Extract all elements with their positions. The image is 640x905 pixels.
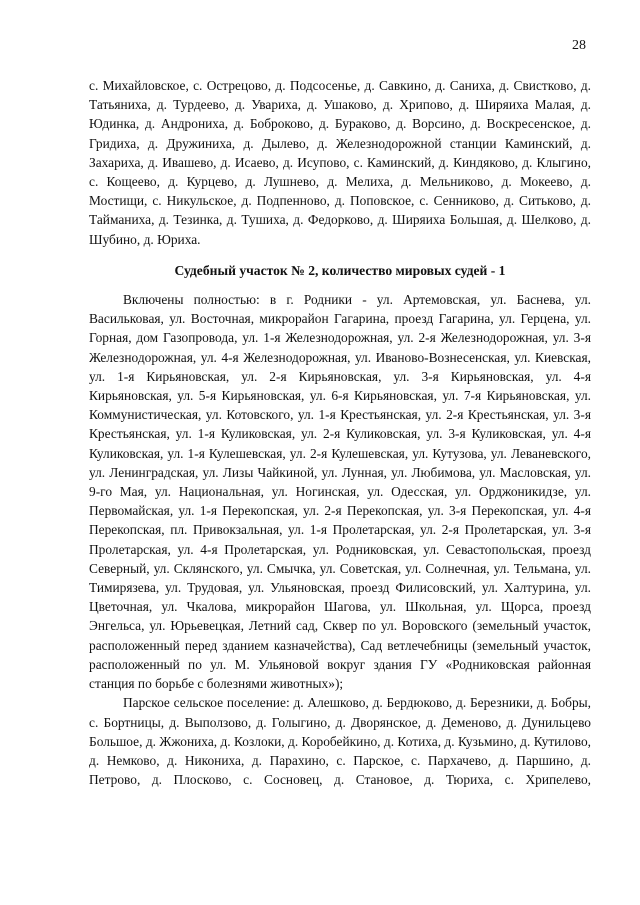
section-heading: Судебный участок № 2, количество мировых судей - 1 bbox=[174, 262, 506, 278]
paragraph-street-list: Включены полностью: в г. Родники - ул. Артемовская, ул. Баснева, ул. Васильковая, ул. Восточная, микрорайон Гагарина, проезд Гагарина, ул. Герцена, ул. Горная, дом Газопровода, ул. 1-я Железнодорожная, ул. 2-я Железнодорожная, ул. 3-я Железнодорожная, ул. 4-я Железнодорожная, ул. Иваново-Вознесенская, ул. Киевская, ул. 1-я Кирьяновская, ул. 2-я Кирьяновская, ул. 3-я Кирьяновская, ул. 4-я Кирьяновская, ул. 5-я Кирьяновская, ул. 6-я Кирьяновская, ул. 7-я Кирьяновская, ул. Коммунистическая, ул. Котовского, ул. 1-я Крестьянская, ул. 2-я Крестьянская, ул. 3-я Крестьянская, ул. 1-я Куликовская, ул. 2-я Куликовская, ул. 3-я Куликовская, ул. 4-я Куликовская, ул. 1-я Кулешевская, ул. 2-я Кулешевская, ул. Кутузова, ул. Леваневского, ул. Ленинградская, ул. Лизы Чайкиной, ул. Лунная, ул. Любимова, ул. Масловская, ул. 9-го Мая, ул. Национальная, ул. Ногинская, ул. Одесская, ул. Орджоникидзе, ул. Первомайская, ул. 1-я Перекопская, ул. 2-я Перекопская, ул. 3-я Перекопская, ул. 4-я Перекопская, пл. Привокзальная, ул. 1-я Пролетарская, ул. 2-я Пролетарская, ул. 3-я Пролетарская, ул. 4-я Пролетарская, ул. Родниковская, ул. Севастопольская, проезд Северный, ул. Склянского, ул. Смычка, ул. Советская, ул. Солнечная, ул. Тельмана, ул. Тимирязева, ул. Трудовая, ул. Ульяновская, проезд Филисовский, ул. Халтурина, ул. Цветочная, ул. Чкалова, микрорайон Шагова, ул. Школьная, ул. Щорса, проезд Энгельса, ул. Юрьевецкая, Летний сад, Сквер по ул. Воровского (земельный участок, расположенный перед зданием казначейства), Сад ветлечебницы (земельный участок, расположенный по ул. М. Ульяновой вокруг здания ГУ «Родниковская районная станция по борьбе с болезнями животных»); bbox=[89, 292, 591, 692]
document-body bbox=[89, 76, 591, 789]
page-number: 28 bbox=[572, 38, 586, 53]
paragraph-settlement-list: с. Михайловское, с. Острецово, д. Подсосенье, д. Савкино, д. Саниха, д. Свистково, д. Татьяниха, д. Турдеево, д. Увариха, д. Ушаково, д. Хрипово, д. Ширяиха Малая, д. Юдинка, д. Андрониха, д. Боброково, д. Бураково, д. Ворсино, д. Воскресенское, д. Гридиха, д. Дружиниха, д. Дылево, д. Железнодорожной станции Каминский, д. Захариха, д. Ивашево, д. Исаево, д. Исупово, с. Каминский, д. Киндяково, д. Клыгино, с. Кощеево, д. Курцево, д. Лушнево, д. Мелиха, д. Мельниково, д. Мокеево, д. Мостищи, с. Никульское, д. Подпенново, д. Поповское, с. Сенниково, д. Ситьково, д. Тайманиха, д. Тезинка, д. Тушиха, д. Федорково, д. Ширяиха Большая, д. Шелково, д. Шубино, д. Юриха. bbox=[89, 78, 591, 247]
paragraph-parskoe-settlement: Парское сельское поселение: д. Алешково, д. Бердюково, д. Березники, д. Бобры, с. Бортницы, д. Выползово, д. Голыгино, д. Дворянское, д. Деменово, д. Дунильцево Большое, д. Жжониха, д. Козлоки, д. Коробейкино, д. Котиха, д. Кузьмино, д. Кутилово, д. Немково, д. Никониха, д. Парахино, с. Парское, с. Пархачево, д. Паршино, д. Петрово, д. Плосково, с. Сосновец, д. Становое, д. Тюриха, с. Хрипелево, bbox=[89, 695, 591, 788]
